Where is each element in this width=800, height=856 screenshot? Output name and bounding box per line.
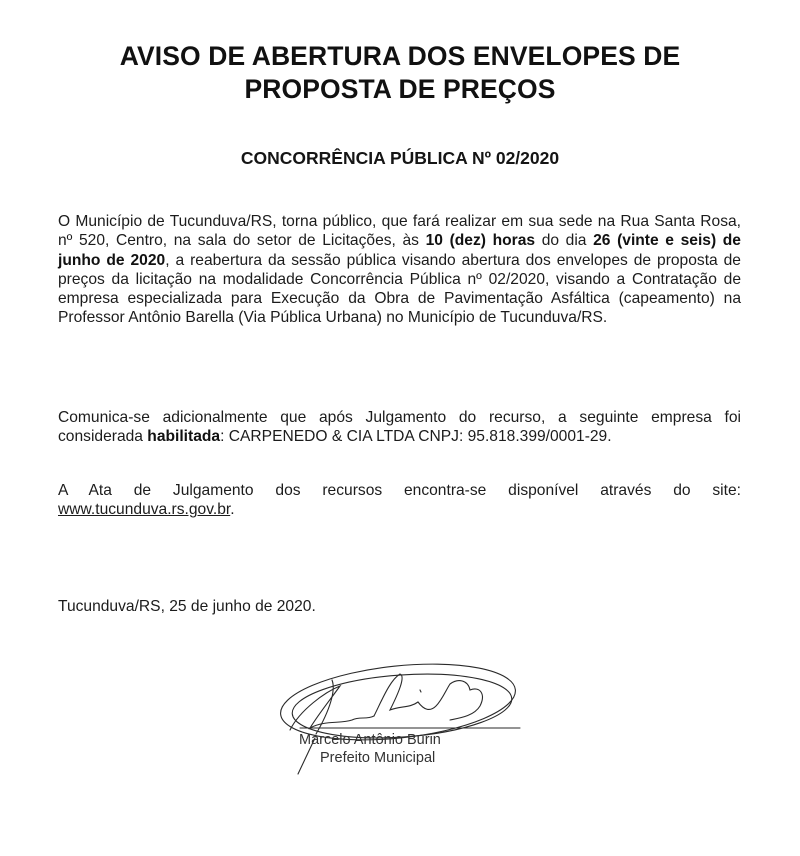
text: do dia: [535, 232, 594, 250]
document-subtitle: CONCORRÊNCIA PÚBLICA Nº 02/2020: [240, 148, 560, 168]
dateline: Tucunduva/RS, 25 de junho de 2020.: [58, 598, 316, 615]
text: , a reabertura da sessão pública visando abertura dos envelopes de proposta de preços da licitação na modalidade Concorrência Pública nº 02/2020, visando a Contratação de empresa especializada para Execução da Obra de Pavimentação Asfáltica (capeamento) na Professor Antônio Barella (Via Pública Urbana) no Município de Tucunduva/RS.: [58, 251, 741, 327]
document-title: [40, 40, 760, 106]
paragraph-habilitation: [58, 408, 741, 447]
text: : CARPENEDO & CIA LTDA CNPJ: 95.818.399/0001-29.: [220, 428, 612, 446]
title-line-1: AVISO DE ABERTURA DOS ENVELOPES DE: [119, 41, 681, 71]
paragraph-ata: [58, 481, 741, 520]
bold-time: 10 (dez) horas: [425, 232, 536, 250]
bold-date: 26 (vinte e seis) de junho de 2020: [58, 232, 741, 269]
signer-role: Prefeito Municipal: [320, 750, 436, 766]
text: .: [230, 501, 235, 519]
website-link[interactable]: www.tucunduva.rs.gov.br: [58, 501, 231, 519]
text: O Município de Tucunduva/RS, torna público, que fará realizar em sua sede na Rua Santa Rosa, nº 520, Centro, na sala do setor de Licitações, às: [58, 213, 741, 250]
paragraph-announcement: [58, 212, 741, 328]
bold-habilitada: habilitada: [147, 428, 221, 446]
signer-name: Marcelo Antônio Burin: [299, 732, 441, 748]
text: Comunica-se adicionalmente que após Julgamento do recurso, a seguinte empresa foi considerada: [58, 409, 741, 446]
text: A Ata de Julgamento dos recursos encontra-se disponível através do site:: [58, 482, 741, 499]
title-line-2: PROPOSTA DE PREÇOS: [244, 74, 556, 104]
